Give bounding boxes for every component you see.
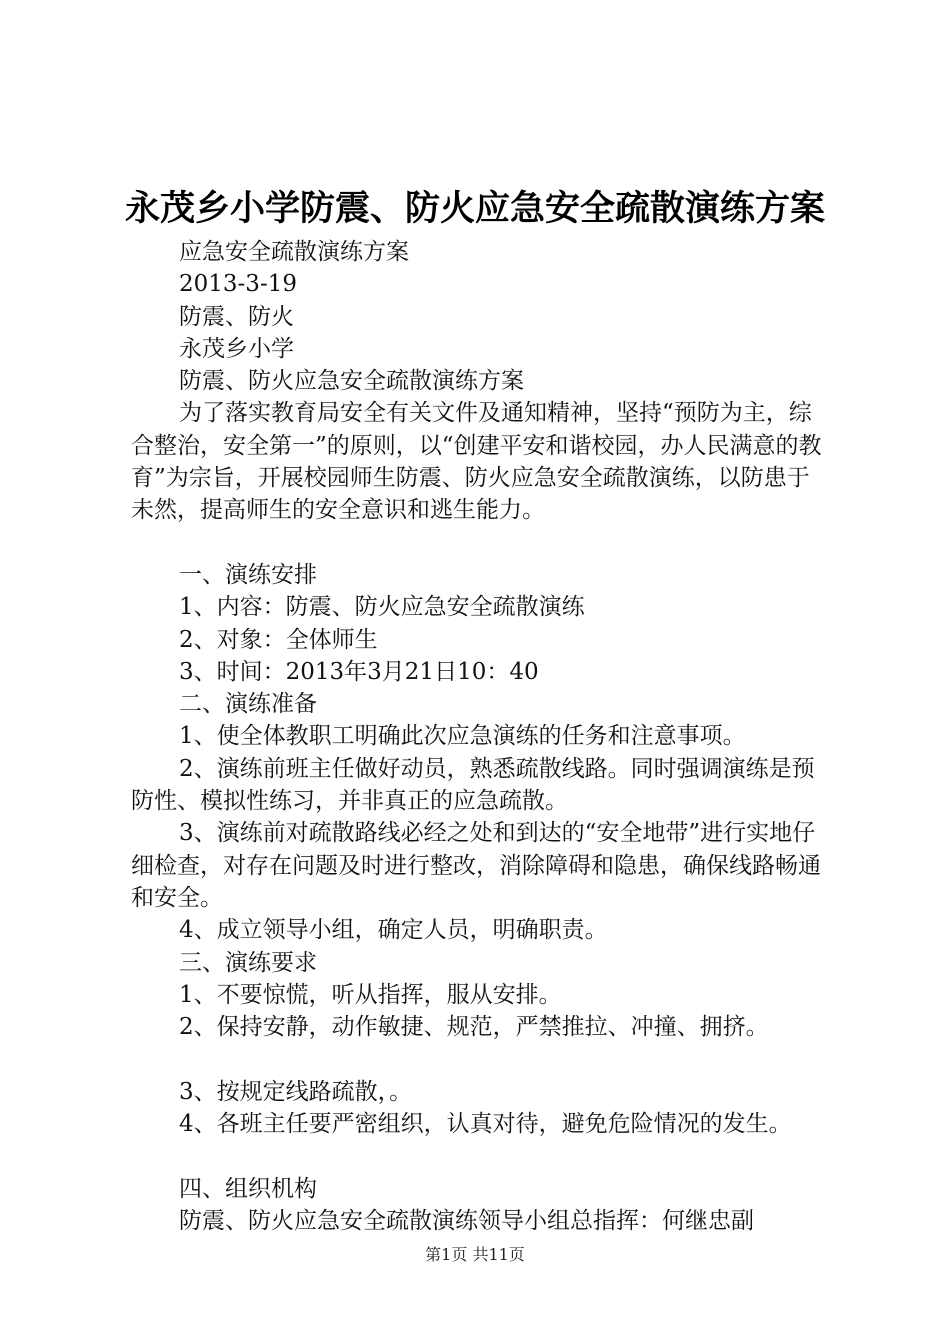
list-item: 3、时间：2013年3月21日10：40 xyxy=(179,658,539,685)
header-date: 2013-3-19 xyxy=(179,271,297,298)
header-school: 永茂乡小学 xyxy=(179,335,294,362)
header-line: 应急安全疏散演练方案 xyxy=(179,239,409,265)
list-item: 2、保持安静，动作敏捷、规范，严禁推拉、冲撞、拥挤。 xyxy=(179,1014,769,1041)
document-title: 永茂乡小学防震、防火应急安全疏散演练方案 xyxy=(124,188,825,229)
section-heading: 一、演练安排 xyxy=(179,561,317,588)
section-heading: 四、组织机构 xyxy=(179,1175,317,1202)
spacer xyxy=(131,527,831,559)
list-item: 1、内容：防震、防火应急安全疏散演练 xyxy=(179,594,585,621)
section-text: 防震、防火应急安全疏散演练领导小组总指挥：何继忠副 xyxy=(179,1207,754,1234)
list-item: 3、按规定线路疏散，。 xyxy=(179,1078,413,1105)
page-footer: 第1页 共11页 xyxy=(425,1245,525,1264)
spacer xyxy=(131,1140,831,1172)
header-line: 防震、防火应急安全疏散演练方案 xyxy=(179,368,524,395)
spacer xyxy=(131,1043,831,1075)
section-heading: 二、演练准备 xyxy=(179,691,317,718)
list-item: 1、不要惊慌，听从指挥，服从安排。 xyxy=(179,981,562,1008)
list-item: 2、演练前班主任做好动员，熟悉疏散线路。同时强调演练是预防性、模拟性练习，并非真正的应急疏散。 xyxy=(131,755,815,815)
list-item: 3、演练前对疏散路线必经之处和到达的“安全地带”进行实地仔细检查，对存在问题及时进行整改，消除障碍和隐患，确保线路畅通和安全。 xyxy=(131,820,821,911)
document-body xyxy=(131,236,831,1237)
section-heading: 三、演练要求 xyxy=(179,949,317,976)
header-line: 防震、防火 xyxy=(179,303,294,330)
list-item: 1、使全体教职工明确此次应急演练的任务和注意事项。 xyxy=(179,723,746,750)
list-item: 2、对象：全体师生 xyxy=(179,626,378,653)
list-item: 4、成立领导小组，确定人员，明确职责。 xyxy=(179,917,608,944)
list-item: 4、各班主任要严密组织，认真对待，避免危险情况的发生。 xyxy=(179,1111,792,1138)
intro-paragraph: 为了落实教育局安全有关文件及通知精神，坚持“预防为主，综合整治，安全第一”的原则，以“创建平安和谐校园，办人民满意的教育”为宗旨，开展校园师生防震、防火应急安全疏散演练，以防患于未然，提高师生的安全意识和逃生能力。 xyxy=(131,400,822,524)
